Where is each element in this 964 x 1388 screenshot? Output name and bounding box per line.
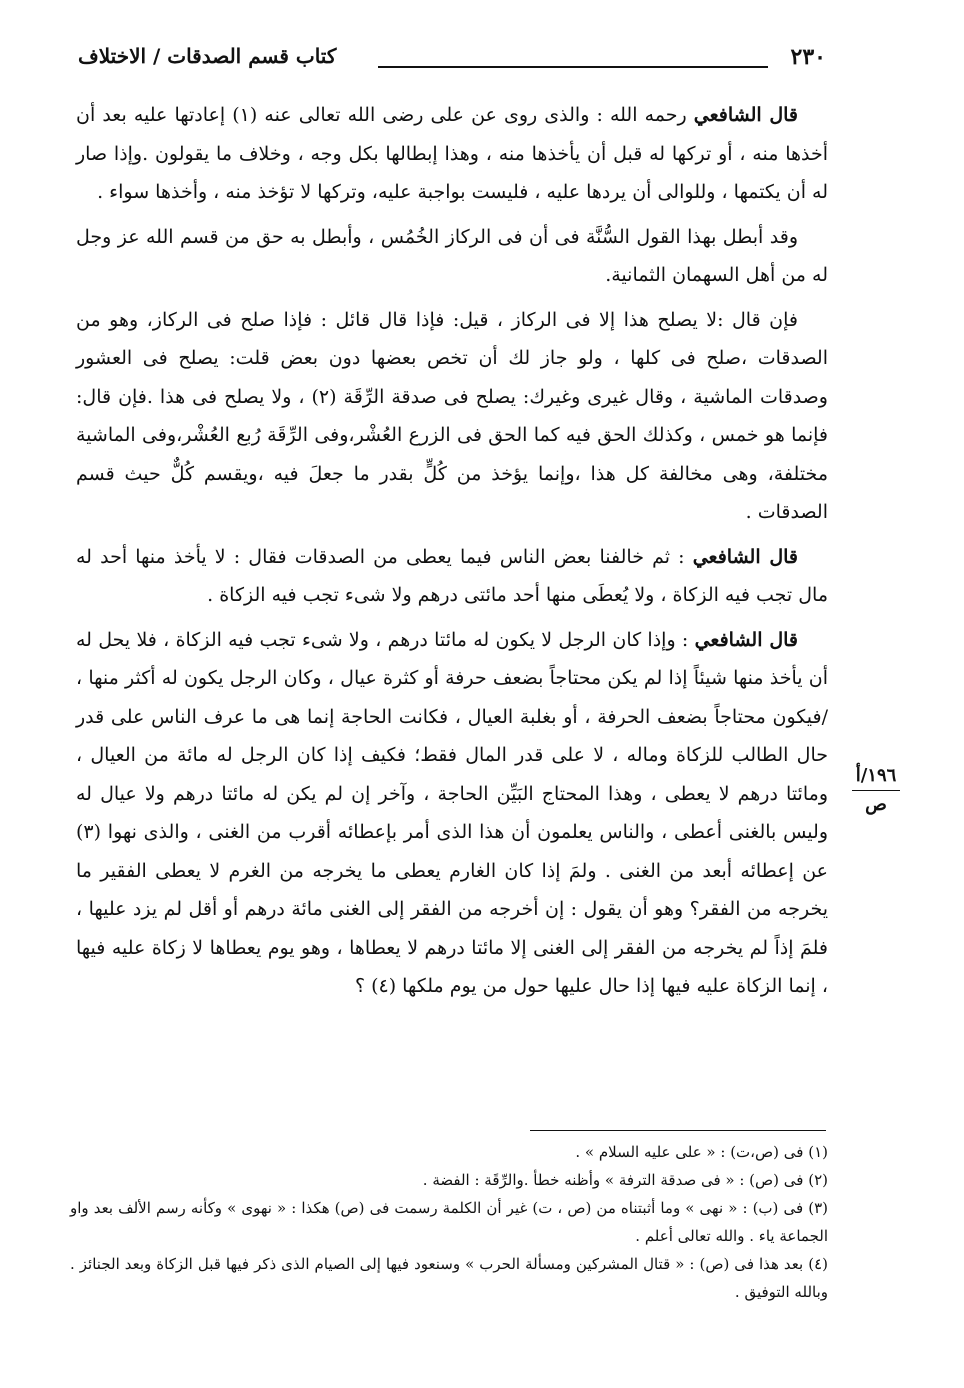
paragraph	[76, 301, 828, 532]
paragraph	[76, 538, 828, 615]
footnote: (٢) فى (ص) : « فى صدقة الترفة » وأظنه خطأ .والرِّقَة : الفضة .	[422, 1171, 828, 1189]
paragraph	[76, 96, 828, 212]
paragraph-lead: قال الشافعي	[692, 545, 799, 568]
folio-number: ١٩٦/أ	[855, 765, 897, 786]
running-title: كتاب قسم الصدقات / الاختلاف	[78, 44, 337, 68]
main-text	[76, 96, 828, 1012]
folio-source: ص	[865, 794, 887, 815]
paragraph-text: رحمه الله : والذى روى عن على رضى الله تعالى عنه (١) إعادتها عليه بعد أن أخذها منه ، أو تركها له قبل أن يأخذها منه ، وهذا إبطالها بكل وجه ، وخلاف ما يقولون .وإذا صار له أن يكتمها ، وللوالى أن يردها عليه ، فليست بواجبة عليه، وتركها لا تؤخذ منه ، وأخذها سواء .	[76, 104, 828, 203]
paragraph	[76, 621, 828, 1006]
paragraph	[76, 218, 828, 295]
footnote: (٣) فى (ب) : « نهى » وما أثبتناه من (ص ، ت) غير أن الكلمة رسمت فى (ص) هكذا : « نهوى » وكأنه رسم الألف بعد واو الجماعة ياء . والله تعالى أعلم .	[70, 1199, 828, 1245]
header-rule	[378, 66, 768, 68]
paragraph-text: : ثم خالفنا بعض الناس فيما يعطى من الصدقات فقال : لا يأخذ منها أحد له مال تجب فيه الزكاة ، ولا يُعطَى منها أحد مائتى درهم ولا شىء تجب فيه الزكاة .	[76, 545, 828, 606]
footnote: (٤) بعد هذا فى (ص) : « قتال المشركين ومسألة الحرب » وسنعود فيها إلى الصيام الذى ذكر فيها قبل الزكاة وبعد الجنائز . وبالله التوفيق .	[70, 1255, 828, 1301]
footnote-divider	[530, 1130, 826, 1131]
paragraph-text: : وإذا كان الرجل لا يكون له مائتا درهم ، ولا شىء تجب فيه الزكاة ، فلا يحل له أن يأخذ منها شيئاً إذا لم يكن محتاجاً بضعف حرفة أو كثرة عيال ، وكان الرجل يكون له أكثر منها ، /فيكون محتاجاً بضعف الحرفة ، أو بغلبة العيال ، فكانت الحاجة إنما هى ما عرف الناس على قدر حال الطالب للزكاة وماله ، لا على قدر المال فقط؛ فكيف إذا كان الرجل له مائة من العيال ، ومائتا درهم لا يعطى ، وهذا المحتاج البَيِّن الحاجة ، وآخر إن لم يكن له مائتا درهم ولا عيال له وليس بالغنى أعطى ، والناس يعلمون أن هذا الذى أمر بإعطائه أقرب من الغنى ، والذى نهوا (٣) عن إعطائه أبعد من الغنى . ولمَ إذا كان الغارم يعطى ما يخرجه من الغرم لا يعطى الفقير ما يخرجه من الفقر؟ وهو أن يقول : إن أخرجه من الفقر إلى الغنى مائة درهم أو أقل لم يزد عليها ، فلمَ إذاً لم يخرجه من الفقر إلى الغنى إلا مائتا درهم لا يعطاها ، وهو يوم يعطاها لا زكاة عليه فيها ، إنما الزكاة عليه فيها إذا حال عليها حول من يوم ملكها (٤) ؟	[76, 628, 829, 997]
footnote: (١) فى (ص،ت) : « على عليه السلام » .	[575, 1143, 828, 1161]
paragraph-text: فإن قال :لا يصلح هذا إلا فى الركاز ، قيل: فإذا قال قائل : فإذا صلح فى الركاز، وهو من الصدقات ،صلح فى كلها ، ولو جاز لك أن تخص بعضها دون بعض قلت: يصلح فى العشور وصدقات الماشية ، وقال غيرى وغيرك: يصلح فى صدقة الرِّقَة (٢) ، ولا يصلح فى هذا .فإن قال: فإنما هو خمس ، وكذلك الحق فيه كما الحق فى الزرع العُشْر،وفى الرِّقَة رُبع العُشْر،وفى الماشية مختلفة، وهى مخالفة كل هذا ،وإنما يؤخذ من كُلٍّ بقدر ما جعلَ فيه ،ويقسم كُلٌّ حيث قسم الصدقات .	[76, 308, 828, 523]
paragraph-text: وقد أبطل بهذا القول السُّنَّة فى أن فى الركاز الخُمُس ، وأبطل به حق من قسم الله عز وجل له من أهل السهمان الثمانية.	[76, 225, 828, 286]
margin-folio-note	[846, 764, 906, 817]
folio-rule	[852, 790, 900, 791]
page-header	[78, 44, 826, 78]
page-number: ٢٣٠	[790, 44, 826, 70]
paragraph-lead: قال الشافعي	[694, 628, 798, 651]
footnotes	[70, 1138, 828, 1306]
paragraph-lead: قال الشافعي	[693, 104, 798, 126]
